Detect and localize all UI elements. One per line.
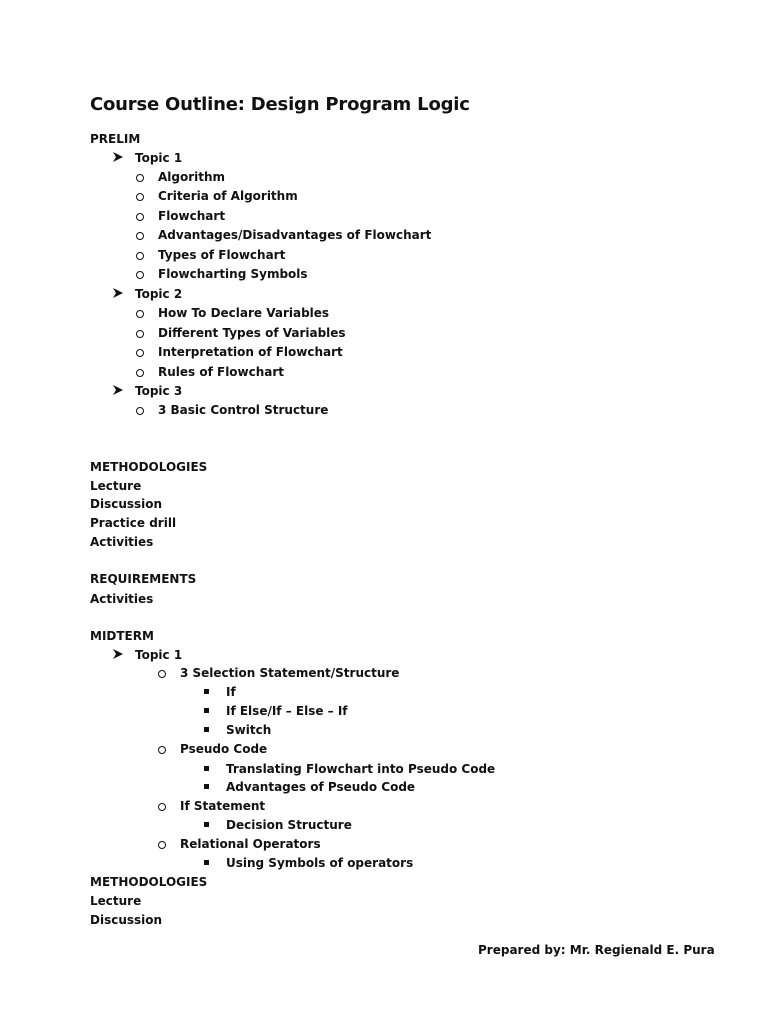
- arrow-bullet-icon: [112, 384, 124, 396]
- list-item: Activities: [90, 535, 154, 549]
- section-heading-midterm: MIDTERM: [90, 629, 154, 643]
- list-item: Rules of Flowchart: [158, 365, 285, 379]
- list-item: Activities: [90, 592, 154, 606]
- list-item: Pseudo Code: [180, 742, 268, 756]
- list-item: If Else/If – Else – If: [226, 704, 348, 718]
- list-item: How To Declare Variables: [158, 306, 330, 320]
- circle-bullet-icon: [136, 271, 144, 279]
- list-item: Relational Operators: [180, 837, 321, 851]
- circle-bullet-icon: [158, 670, 166, 678]
- list-item: Types of Flowchart: [158, 248, 286, 262]
- list-item: Criteria of Algorithm: [158, 189, 298, 203]
- list-item: Algorithm: [158, 170, 226, 184]
- section-heading-prelim: PRELIM: [90, 132, 141, 146]
- circle-bullet-icon: [158, 841, 166, 849]
- list-item: Switch: [226, 723, 272, 737]
- list-item: Decision Structure: [226, 818, 352, 832]
- arrow-bullet-icon: [112, 287, 124, 299]
- arrow-bullet-icon: [112, 151, 124, 163]
- prelim-topic-3: Topic 3: [135, 384, 183, 398]
- arrow-bullet-icon: [112, 648, 124, 660]
- list-item: Advantages of Pseudo Code: [226, 780, 416, 794]
- circle-bullet-icon: [136, 193, 144, 201]
- list-item: Flowcharting Symbols: [158, 267, 308, 281]
- midterm-topic-1: Topic 1: [135, 648, 183, 662]
- circle-bullet-icon: [158, 803, 166, 811]
- list-item: Advantages/Disadvantages of Flowchart: [158, 228, 432, 242]
- prelim-topic-2: Topic 2: [135, 287, 183, 301]
- list-item: Lecture: [90, 479, 142, 493]
- square-bullet-icon: [204, 727, 209, 732]
- list-item: 3 Selection Statement/Structure: [180, 666, 400, 680]
- square-bullet-icon: [204, 766, 209, 771]
- list-item: Discussion: [90, 913, 163, 927]
- list-item: Interpretation of Flowchart: [158, 345, 343, 359]
- square-bullet-icon: [204, 784, 209, 789]
- list-item: If: [226, 685, 236, 699]
- circle-bullet-icon: [158, 746, 166, 754]
- section-heading-requirements: REQUIREMENTS: [90, 572, 197, 586]
- list-item: Practice drill: [90, 516, 177, 530]
- section-heading-methodologies: METHODOLOGIES: [90, 875, 208, 889]
- square-bullet-icon: [204, 822, 209, 827]
- prelim-topic-1: Topic 1: [135, 151, 183, 165]
- circle-bullet-icon: [136, 232, 144, 240]
- square-bullet-icon: [204, 860, 209, 865]
- page-title: Course Outline: Design Program Logic: [90, 94, 470, 115]
- list-item: Lecture: [90, 894, 142, 908]
- square-bullet-icon: [204, 708, 209, 713]
- circle-bullet-icon: [136, 310, 144, 318]
- list-item: 3 Basic Control Structure: [158, 403, 329, 417]
- circle-bullet-icon: [136, 349, 144, 357]
- circle-bullet-icon: [136, 174, 144, 182]
- circle-bullet-icon: [136, 252, 144, 260]
- list-item: Using Symbols of operators: [226, 856, 414, 870]
- list-item: Discussion: [90, 497, 163, 511]
- list-item: Flowchart: [158, 209, 226, 223]
- circle-bullet-icon: [136, 407, 144, 415]
- circle-bullet-icon: [136, 330, 144, 338]
- section-heading-methodologies: METHODOLOGIES: [90, 460, 208, 474]
- list-item: Different Types of Variables: [158, 326, 346, 340]
- list-item: If Statement: [180, 799, 266, 813]
- circle-bullet-icon: [136, 213, 144, 221]
- square-bullet-icon: [204, 689, 209, 694]
- circle-bullet-icon: [136, 369, 144, 377]
- list-item: Translating Flowchart into Pseudo Code: [226, 762, 496, 776]
- prepared-by: Prepared by: Mr. Regienald E. Pura: [478, 943, 715, 957]
